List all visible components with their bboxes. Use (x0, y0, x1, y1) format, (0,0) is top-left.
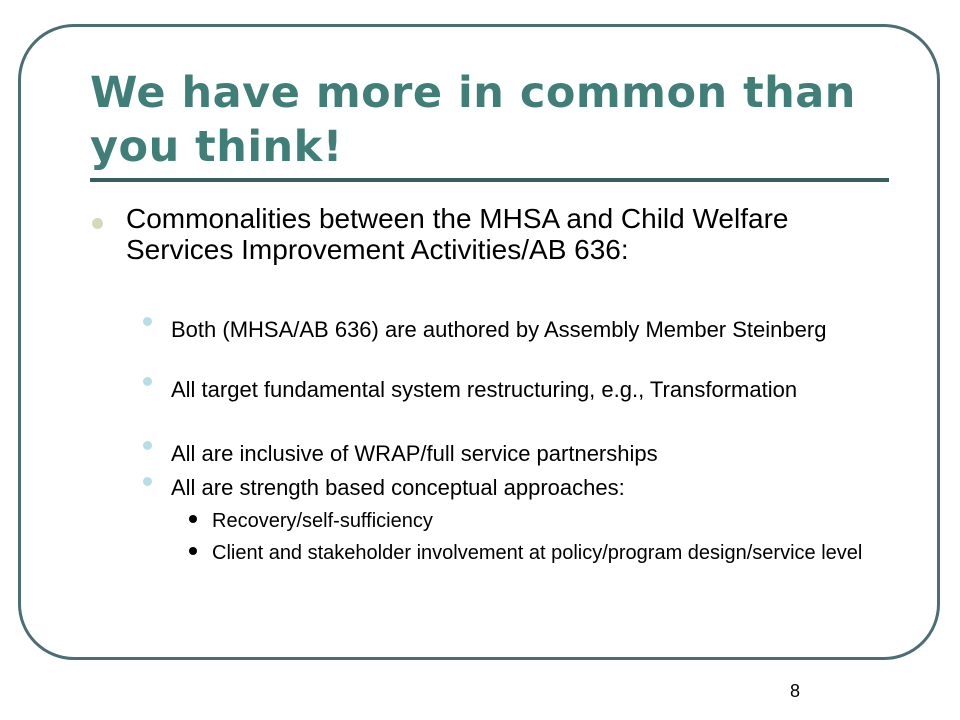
level3-bullet-text-1: Recovery/self-sufficiency (212, 510, 433, 532)
level1-bullet-text: Commonalities between the MHSA and Child Welfare Services Improvement Activities/AB 636: (126, 203, 789, 265)
level2-bullet-text-1: Both (MHSA/AB 636) are authored by Assembly Member Steinberg (171, 317, 827, 342)
level2-bullet-icon (143, 377, 152, 386)
level2-bullet-text-2: All target fundamental system restructuring, e.g., Transformation (171, 377, 798, 402)
slide-title: We have more in common than you think! (90, 68, 856, 172)
level3-bullet-icon (189, 547, 197, 555)
level3-bullet-text-2: Client and stakeholder involvement at policy/program design/service level (212, 542, 863, 564)
level2-bullet-icon (143, 441, 152, 450)
level2-bullet-icon (143, 477, 152, 486)
slide-number: 8 (790, 681, 801, 701)
level2-bullet-text-3: All are inclusive of WRAP/full service partnerships (171, 441, 658, 466)
level2-bullet-icon (143, 317, 152, 326)
level1-bullet-icon (92, 218, 103, 229)
level2-bullet-text-4: All are strength based conceptual approaches: (171, 475, 625, 500)
level3-bullet-icon (189, 515, 197, 523)
